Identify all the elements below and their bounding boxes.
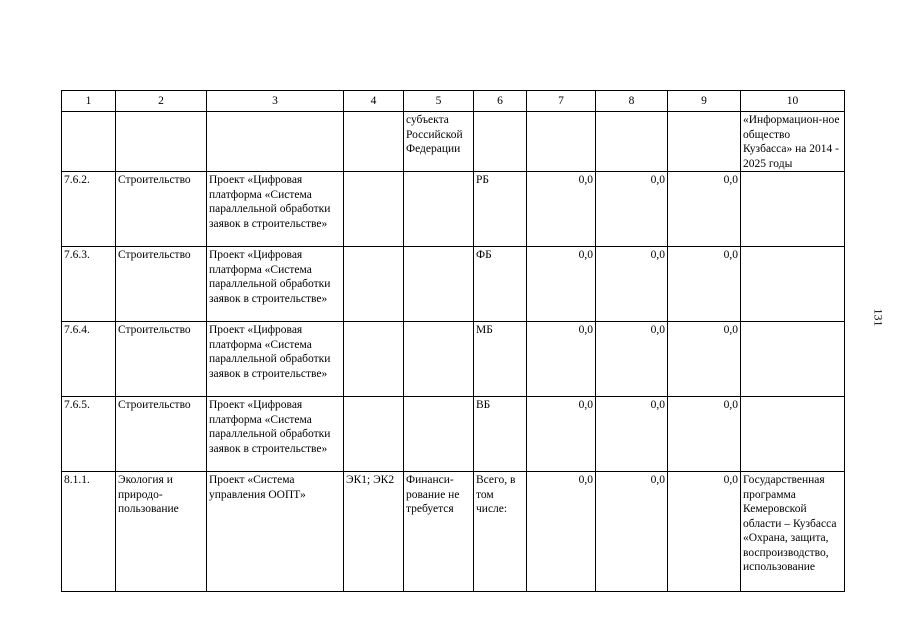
funding-source-cell — [404, 247, 474, 322]
value-cell — [527, 112, 596, 172]
value-cell: 0,0 — [596, 172, 668, 247]
table-row — [62, 112, 845, 172]
value-cell: 0,0 — [596, 397, 668, 472]
program-cell: «Информацион-ное общество Кузбасса» на 2014 - 2025 годы — [741, 112, 845, 172]
indicator-cell — [344, 322, 404, 397]
column-header: 3 — [207, 91, 344, 112]
project-cell: Проект «Система управления ООПТ» — [207, 472, 344, 592]
value-cell: 0,0 — [668, 322, 741, 397]
table-row — [62, 172, 845, 247]
project-cell: Проект «Цифровая платформа «Система параллельной обработки заявок в строительстве» — [207, 322, 344, 397]
value-cell: 0,0 — [668, 472, 741, 592]
value-cell — [596, 112, 668, 172]
value-cell: 0,0 — [596, 247, 668, 322]
column-header: 9 — [668, 91, 741, 112]
program-cell — [741, 397, 845, 472]
program-cell — [741, 172, 845, 247]
sector-cell: Строительство — [116, 322, 207, 397]
value-cell: 0,0 — [668, 397, 741, 472]
column-header: 10 — [741, 91, 845, 112]
program-cell: Государственная программа Кемеровской области – Кузбасса «Охрана, защита, воспроизводство, использование — [741, 472, 845, 592]
budget-cell: Всего, в том числе: — [474, 472, 527, 592]
column-header: 8 — [596, 91, 668, 112]
indicator-cell — [344, 172, 404, 247]
indicator-cell: ЭК1; ЭК2 — [344, 472, 404, 592]
row-number — [62, 112, 116, 172]
project-cell: Проект «Цифровая платформа «Система параллельной обработки заявок в строительстве» — [207, 247, 344, 322]
funding-source-cell — [404, 172, 474, 247]
budget-cell — [474, 112, 527, 172]
value-cell: 0,0 — [596, 472, 668, 592]
indicator-cell — [344, 247, 404, 322]
row-number: 7.6.3. — [62, 247, 116, 322]
value-cell: 0,0 — [527, 322, 596, 397]
program-cell — [741, 247, 845, 322]
budget-cell: ВБ — [474, 397, 527, 472]
value-cell — [668, 112, 741, 172]
sector-cell: Строительство — [116, 172, 207, 247]
indicator-cell — [344, 397, 404, 472]
sector-cell: Экология и природо-пользование — [116, 472, 207, 592]
data-table — [61, 90, 845, 592]
row-number: 7.6.4. — [62, 322, 116, 397]
project-cell: Проект «Цифровая платформа «Система параллельной обработки заявок в строительстве» — [207, 172, 344, 247]
column-header: 4 — [344, 91, 404, 112]
indicator-cell — [344, 112, 404, 172]
column-header: 6 — [474, 91, 527, 112]
value-cell: 0,0 — [668, 247, 741, 322]
budget-cell: РБ — [474, 172, 527, 247]
page-number: 131 — [871, 308, 886, 327]
value-cell: 0,0 — [527, 472, 596, 592]
row-number: 7.6.2. — [62, 172, 116, 247]
value-cell: 0,0 — [668, 172, 741, 247]
sector-cell: Строительство — [116, 247, 207, 322]
value-cell: 0,0 — [527, 172, 596, 247]
project-cell: Проект «Цифровая платформа «Система параллельной обработки заявок в строительстве» — [207, 397, 344, 472]
table-row — [62, 322, 845, 397]
row-number: 8.1.1. — [62, 472, 116, 592]
sector-cell — [116, 112, 207, 172]
value-cell: 0,0 — [527, 397, 596, 472]
column-header: 5 — [404, 91, 474, 112]
budget-cell: ФБ — [474, 247, 527, 322]
column-header: 2 — [116, 91, 207, 112]
funding-source-cell: субъекта Российской Федерации — [404, 112, 474, 172]
project-cell — [207, 112, 344, 172]
funding-source-cell — [404, 397, 474, 472]
funding-source-cell: Финанси-рование не требуется — [404, 472, 474, 592]
funding-source-cell — [404, 322, 474, 397]
table-row — [62, 397, 845, 472]
column-header: 1 — [62, 91, 116, 112]
row-number: 7.6.5. — [62, 397, 116, 472]
column-header: 7 — [527, 91, 596, 112]
table-header-row — [62, 91, 845, 112]
sector-cell: Строительство — [116, 397, 207, 472]
table-row — [62, 472, 845, 592]
value-cell: 0,0 — [596, 322, 668, 397]
program-cell — [741, 322, 845, 397]
budget-cell: МБ — [474, 322, 527, 397]
value-cell: 0,0 — [527, 247, 596, 322]
table-row — [62, 247, 845, 322]
